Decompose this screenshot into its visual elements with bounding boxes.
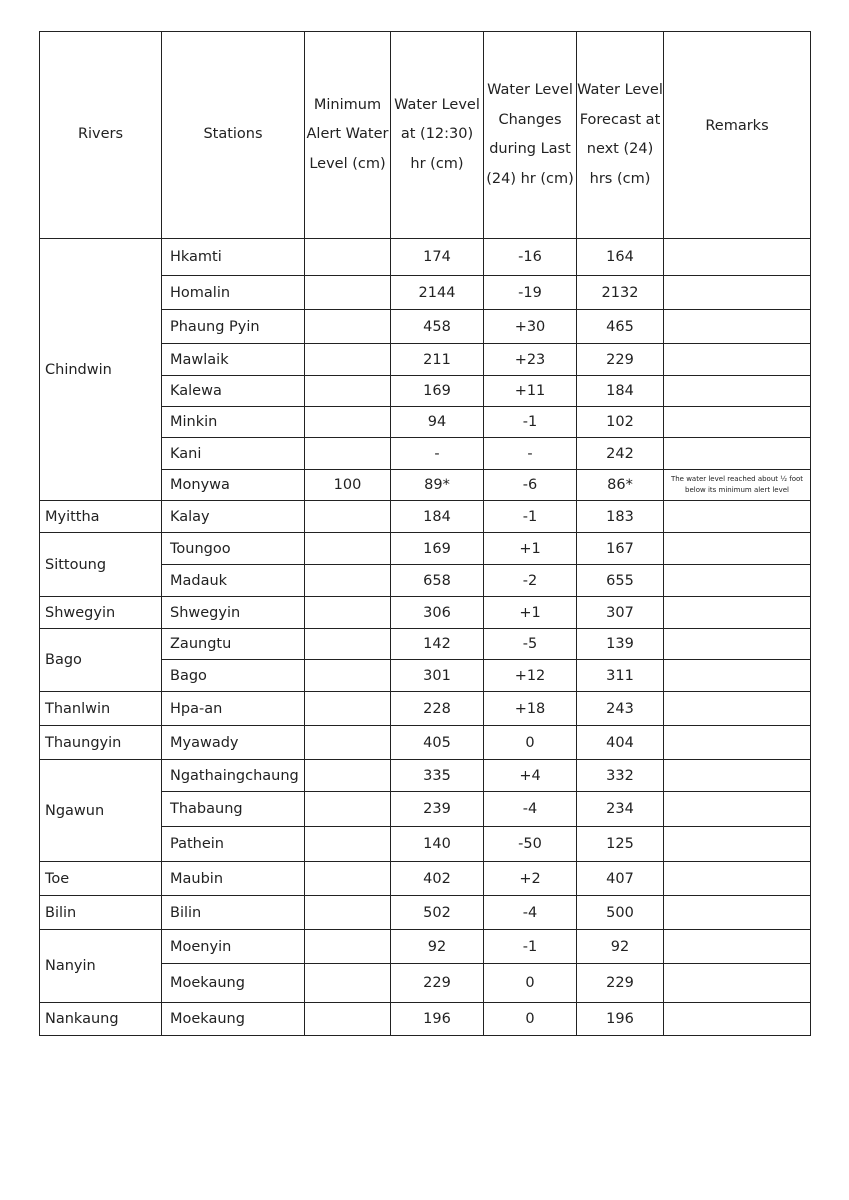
station-name: Kalay: [162, 501, 305, 533]
river-name: Toe: [40, 862, 162, 896]
water-level-value: 228: [391, 692, 484, 726]
forecast-value: 234: [577, 792, 664, 827]
remarks-cell: [664, 896, 811, 930]
river-name: Myittha: [40, 501, 162, 533]
table-row: [40, 501, 811, 533]
table-row: [40, 760, 811, 792]
forecast-value: 465: [577, 310, 664, 344]
river-name: Sittoung: [40, 533, 162, 597]
water-level-value: 658: [391, 565, 484, 597]
min-alert-value: [305, 964, 391, 1003]
change-value: +2: [484, 862, 577, 896]
forecast-value: 102: [577, 407, 664, 438]
remarks-cell: [664, 438, 811, 470]
min-alert-value: [305, 407, 391, 438]
min-alert-value: [305, 565, 391, 597]
remarks-cell: [664, 692, 811, 726]
water-level-value: 458: [391, 310, 484, 344]
remarks-cell: The water level reached about ½ foot below its minimum alert level: [664, 470, 811, 501]
change-value: -1: [484, 930, 577, 964]
min-alert-value: [305, 438, 391, 470]
water-level-value: 2144: [391, 276, 484, 310]
min-alert-value: [305, 629, 391, 660]
river-name: Nankaung: [40, 1003, 162, 1036]
remarks-cell: [664, 501, 811, 533]
station-name: Kani: [162, 438, 305, 470]
forecast-value: 500: [577, 896, 664, 930]
forecast-value: 307: [577, 597, 664, 629]
station-name: Shwegyin: [162, 597, 305, 629]
river-name: Thanlwin: [40, 692, 162, 726]
table-body: [40, 239, 811, 1036]
min-alert-value: [305, 376, 391, 407]
header-forecast: Water Level Forecast at next (24) hrs (cm): [577, 32, 664, 239]
station-name: Moekaung: [162, 1003, 305, 1036]
water-level-value: 94: [391, 407, 484, 438]
water-level-value: 502: [391, 896, 484, 930]
forecast-value: 92: [577, 930, 664, 964]
table-row: [40, 629, 811, 660]
change-value: -50: [484, 827, 577, 862]
change-value: +30: [484, 310, 577, 344]
table-row: [40, 930, 811, 964]
station-name: Thabaung: [162, 792, 305, 827]
station-name: Moekaung: [162, 964, 305, 1003]
min-alert-value: 100: [305, 470, 391, 501]
water-level-value: 140: [391, 827, 484, 862]
min-alert-value: [305, 239, 391, 276]
change-value: -1: [484, 501, 577, 533]
station-name: Toungoo: [162, 533, 305, 565]
min-alert-value: [305, 310, 391, 344]
forecast-value: 407: [577, 862, 664, 896]
forecast-value: 243: [577, 692, 664, 726]
change-value: +4: [484, 760, 577, 792]
min-alert-value: [305, 726, 391, 760]
station-name: Minkin: [162, 407, 305, 438]
forecast-value: 86*: [577, 470, 664, 501]
remarks-cell: [664, 964, 811, 1003]
header-stations: Stations: [162, 32, 305, 239]
remarks-cell: [664, 827, 811, 862]
water-level-value: 184: [391, 501, 484, 533]
forecast-value: 655: [577, 565, 664, 597]
header-water-level: Water Level at (12:30) hr (cm): [391, 32, 484, 239]
table-row: [40, 533, 811, 565]
min-alert-value: [305, 792, 391, 827]
min-alert-value: [305, 1003, 391, 1036]
river-name: Shwegyin: [40, 597, 162, 629]
forecast-value: 229: [577, 964, 664, 1003]
change-value: +1: [484, 533, 577, 565]
station-name: Myawady: [162, 726, 305, 760]
min-alert-value: [305, 760, 391, 792]
change-value: 0: [484, 964, 577, 1003]
river-name: Ngawun: [40, 760, 162, 862]
table-row: [40, 1003, 811, 1036]
remarks-cell: [664, 629, 811, 660]
min-alert-value: [305, 344, 391, 376]
water-level-value: 169: [391, 376, 484, 407]
remarks-cell: [664, 597, 811, 629]
table-row: [40, 862, 811, 896]
change-value: -4: [484, 792, 577, 827]
station-name: Madauk: [162, 565, 305, 597]
station-name: Hpa-an: [162, 692, 305, 726]
change-value: -5: [484, 629, 577, 660]
table-row: [40, 239, 811, 276]
change-value: -4: [484, 896, 577, 930]
remarks-cell: [664, 792, 811, 827]
remarks-cell: [664, 344, 811, 376]
change-value: +1: [484, 597, 577, 629]
forecast-value: 311: [577, 660, 664, 692]
change-value: -6: [484, 470, 577, 501]
remarks-cell: [664, 862, 811, 896]
water-level-value: 196: [391, 1003, 484, 1036]
water-level-value: 301: [391, 660, 484, 692]
forecast-value: 139: [577, 629, 664, 660]
forecast-value: 125: [577, 827, 664, 862]
remarks-cell: [664, 760, 811, 792]
water-level-value: 142: [391, 629, 484, 660]
station-name: Hkamti: [162, 239, 305, 276]
min-alert-value: [305, 896, 391, 930]
river-name: Nanyin: [40, 930, 162, 1003]
station-name: Kalewa: [162, 376, 305, 407]
river-name: Thaungyin: [40, 726, 162, 760]
station-name: Bago: [162, 660, 305, 692]
forecast-value: 196: [577, 1003, 664, 1036]
water-level-value: 211: [391, 344, 484, 376]
table-row: [40, 896, 811, 930]
header-min-alert: Minimum Alert Water Level (cm): [305, 32, 391, 239]
change-value: 0: [484, 726, 577, 760]
forecast-value: 229: [577, 344, 664, 376]
table-row: [40, 692, 811, 726]
forecast-value: 242: [577, 438, 664, 470]
water-level-value: 89*: [391, 470, 484, 501]
remarks-cell: [664, 407, 811, 438]
forecast-value: 167: [577, 533, 664, 565]
forecast-value: 404: [577, 726, 664, 760]
min-alert-value: [305, 276, 391, 310]
table-row: [40, 597, 811, 629]
change-value: -1: [484, 407, 577, 438]
remarks-cell: [664, 1003, 811, 1036]
header-rivers: Rivers: [40, 32, 162, 239]
min-alert-value: [305, 597, 391, 629]
water-level-value: 405: [391, 726, 484, 760]
river-name: Bilin: [40, 896, 162, 930]
station-name: Phaung Pyin: [162, 310, 305, 344]
change-value: -2: [484, 565, 577, 597]
change-value: +12: [484, 660, 577, 692]
table-header: [40, 32, 811, 239]
remarks-cell: [664, 310, 811, 344]
water-level-table: [39, 31, 811, 1036]
station-name: Pathein: [162, 827, 305, 862]
forecast-value: 164: [577, 239, 664, 276]
min-alert-value: [305, 692, 391, 726]
station-name: Homalin: [162, 276, 305, 310]
change-value: 0: [484, 1003, 577, 1036]
forecast-value: 2132: [577, 276, 664, 310]
change-value: -16: [484, 239, 577, 276]
min-alert-value: [305, 501, 391, 533]
remarks-cell: [664, 376, 811, 407]
min-alert-value: [305, 827, 391, 862]
remarks-cell: [664, 726, 811, 760]
min-alert-value: [305, 660, 391, 692]
remarks-cell: [664, 660, 811, 692]
change-value: -19: [484, 276, 577, 310]
water-level-value: 402: [391, 862, 484, 896]
forecast-value: 332: [577, 760, 664, 792]
header-remarks: Remarks: [664, 32, 811, 239]
remarks-cell: [664, 930, 811, 964]
station-name: Moenyin: [162, 930, 305, 964]
station-name: Bilin: [162, 896, 305, 930]
min-alert-value: [305, 862, 391, 896]
water-level-value: 174: [391, 239, 484, 276]
remarks-cell: [664, 533, 811, 565]
water-level-value: 92: [391, 930, 484, 964]
change-value: +11: [484, 376, 577, 407]
change-value: +23: [484, 344, 577, 376]
forecast-value: 184: [577, 376, 664, 407]
river-name: Bago: [40, 629, 162, 692]
water-level-value: 306: [391, 597, 484, 629]
change-value: -: [484, 438, 577, 470]
min-alert-value: [305, 930, 391, 964]
remarks-cell: [664, 565, 811, 597]
water-level-value: 229: [391, 964, 484, 1003]
remarks-cell: [664, 239, 811, 276]
station-name: Maubin: [162, 862, 305, 896]
table-row: [40, 726, 811, 760]
station-name: Monywa: [162, 470, 305, 501]
water-level-value: 169: [391, 533, 484, 565]
water-level-value: 239: [391, 792, 484, 827]
station-name: Mawlaik: [162, 344, 305, 376]
station-name: Ngathaingchaung: [162, 760, 305, 792]
water-level-value: -: [391, 438, 484, 470]
remarks-cell: [664, 276, 811, 310]
station-name: Zaungtu: [162, 629, 305, 660]
header-changes: Water Level Changes during Last (24) hr (cm): [484, 32, 577, 239]
forecast-value: 183: [577, 501, 664, 533]
river-name: Chindwin: [40, 239, 162, 501]
water-level-value: 335: [391, 760, 484, 792]
change-value: +18: [484, 692, 577, 726]
min-alert-value: [305, 533, 391, 565]
